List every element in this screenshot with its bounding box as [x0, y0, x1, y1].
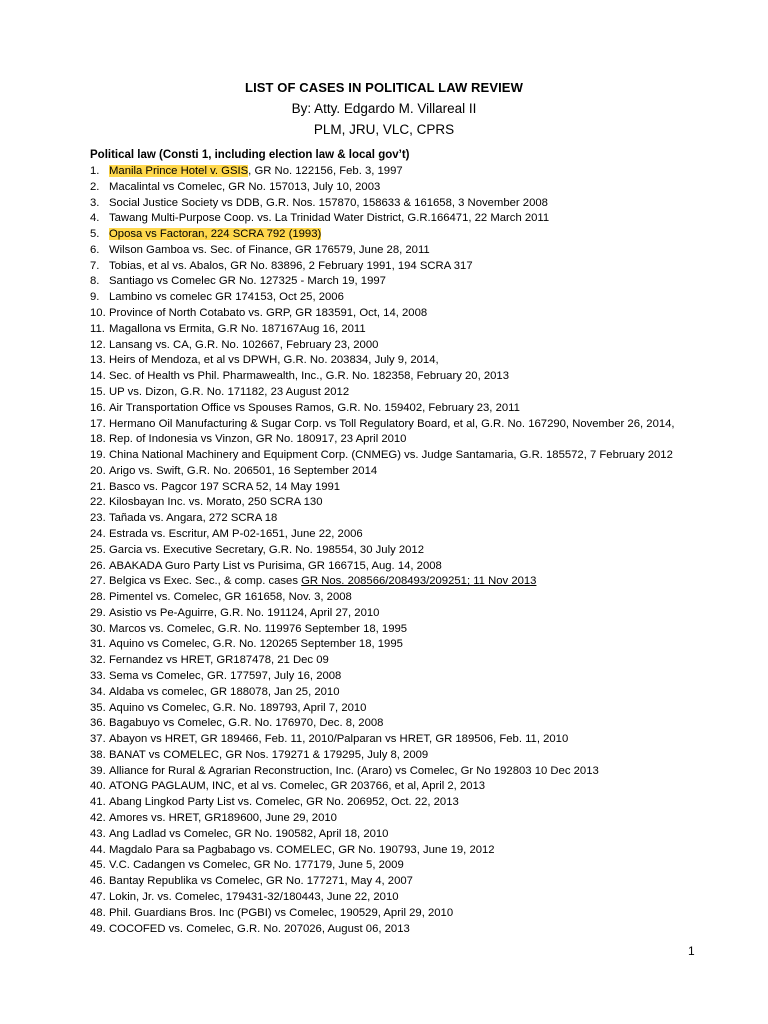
- case-number: 38.: [90, 748, 106, 761]
- case-item: [90, 448, 750, 464]
- case-text: COCOFED vs. Comelec, G.R. No. 207026, August 06, 2013: [109, 922, 410, 935]
- case-highlighted-text: Manila Prince Hotel v. GSIS: [109, 165, 249, 177]
- case-number: 7.: [90, 259, 100, 272]
- case-text: Alliance for Rural & Agrarian Reconstruction, Inc. (Araro) vs Comelec, Gr No 192803 10 Dec 2013: [109, 764, 599, 777]
- case-number: 28.: [90, 591, 106, 604]
- case-item: [90, 701, 750, 717]
- case-item: [90, 637, 750, 653]
- case-item: [90, 211, 750, 227]
- case-number: 32.: [90, 654, 106, 667]
- case-number: 9.: [90, 291, 100, 304]
- case-number: 35.: [90, 701, 106, 714]
- case-text: Lokin, Jr. vs. Comelec, 179431-32/180443, June 22, 2010: [109, 890, 399, 903]
- case-item: [90, 543, 750, 559]
- case-text: Aquino vs Comelec, G.R. No. 120265 September 18, 1995: [109, 638, 403, 651]
- case-item: [90, 306, 750, 322]
- case-text: Basco vs. Pagcor 197 SCRA 52, 14 May 1991: [109, 480, 341, 493]
- case-number: 29.: [90, 606, 106, 619]
- case-text: Kilosbayan Inc. vs. Morato, 250 SCRA 130: [109, 496, 323, 509]
- case-text: Arigo vs. Swift, G.R. No. 206501, 16 September 2014: [109, 464, 378, 477]
- case-number: 40.: [90, 780, 106, 793]
- case-text: Hermano Oil Manufacturing & Sugar Corp. vs Toll Regulatory Board, et al, G.R. No. 167290, November 26, 2014,: [109, 417, 675, 430]
- case-text: Amores vs. HRET, GR189600, June 29, 2010: [109, 812, 337, 825]
- case-number: 41.: [90, 796, 106, 809]
- case-number: 4.: [90, 212, 100, 225]
- case-number: 5.: [90, 228, 100, 241]
- case-number: 26.: [90, 559, 106, 572]
- case-item: [90, 874, 750, 890]
- case-item: [90, 906, 750, 922]
- section-heading: Political law (Consti 1, including election law & local gov’t): [90, 149, 410, 161]
- case-text: Aldaba vs comelec, GR 188078, Jan 25, 2010: [109, 685, 340, 698]
- case-number: 14.: [90, 370, 106, 383]
- case-item: [90, 685, 750, 701]
- case-text: ABAKADA Guro Party List vs Purisima, GR 166715, Aug. 14, 2008: [109, 559, 442, 572]
- case-highlighted-text: Oposa vs Factoran, 224 SCRA 792 (1993): [109, 228, 322, 241]
- case-number: 23.: [90, 512, 106, 525]
- case-number: 10.: [90, 307, 106, 320]
- case-item: [90, 385, 750, 401]
- case-number: 31.: [90, 638, 106, 651]
- case-text: Bagabuyo vs Comelec, G.R. No. 176970, Dec. 8, 2008: [109, 717, 384, 730]
- case-item: [90, 858, 750, 874]
- case-list: [90, 164, 750, 937]
- case-item: [90, 827, 750, 843]
- case-item: [90, 322, 750, 338]
- case-number: 15.: [90, 385, 106, 398]
- case-item: [90, 227, 750, 243]
- case-number: 43.: [90, 827, 106, 840]
- case-number: 2.: [90, 180, 100, 193]
- case-number: 20.: [90, 464, 106, 477]
- case-text: Asistio vs Pe-Aguirre, G.R. No. 191124, April 27, 2010: [109, 606, 380, 619]
- case-text: Estrada vs. Escritur, AM P-02-1651, June 22, 2006: [109, 527, 363, 540]
- case-item: [90, 274, 750, 290]
- case-number: 18.: [90, 433, 106, 446]
- case-text: Abang Lingkod Party List vs. Comelec, GR No. 206952, Oct. 22, 2013: [109, 796, 459, 809]
- case-text: Sema vs Comelec, GR. 177597, July 16, 2008: [109, 670, 342, 682]
- case-text: Province of North Cotabato vs. GRP, GR 183591, Oct, 14, 2008: [109, 307, 428, 320]
- case-item: [90, 890, 750, 906]
- case-item: [90, 432, 750, 448]
- case-item: [90, 495, 750, 511]
- case-item: [90, 180, 750, 196]
- case-text: Lansang vs. CA, G.R. No. 102667, February 23, 2000: [109, 338, 379, 351]
- case-number: 16.: [90, 401, 106, 414]
- case-item: [90, 590, 750, 606]
- case-text: ATONG PAGLAUM, INC, et al vs. Comelec, GR 203766, et al, April 2, 2013: [109, 780, 486, 793]
- case-number: 24.: [90, 527, 106, 540]
- case-item: [90, 417, 750, 433]
- case-text: Phil. Guardians Bros. Inc (PGBI) vs Comelec, 190529, April 29, 2010: [109, 906, 454, 919]
- case-number: 13.: [90, 354, 106, 367]
- case-item: [90, 922, 750, 938]
- case-text: Sec. of Health vs Phil. Pharmawealth, Inc., G.R. No. 182358, February 20, 2013: [109, 370, 509, 383]
- case-item: [90, 480, 750, 496]
- case-item: [90, 732, 750, 748]
- case-item: [90, 795, 750, 811]
- case-item: [90, 290, 750, 306]
- case-item: [90, 369, 750, 385]
- case-number: 17.: [90, 417, 106, 430]
- case-item: [90, 243, 750, 259]
- case-item: [90, 196, 750, 212]
- case-item: [90, 779, 750, 795]
- case-number: 19.: [90, 449, 106, 462]
- case-item: [90, 338, 750, 354]
- case-number: 12.: [90, 338, 106, 351]
- case-item: [90, 511, 750, 527]
- case-text: Magallona vs Ermita, G.R No. 187167Aug 16, 2011: [109, 322, 366, 335]
- case-number: 33.: [90, 670, 106, 682]
- case-item: [90, 574, 750, 590]
- case-text: Social Justice Society vs DDB, G.R. Nos. 157870, 158633 & 161658, 3 November 2008: [109, 196, 548, 209]
- case-number: 36.: [90, 717, 106, 730]
- case-text: Rep. of Indonesia vs Vinzon, GR No. 180917, 23 April 2010: [109, 433, 407, 446]
- case-text: , GR No. 122156, Feb. 3, 1997: [248, 165, 403, 177]
- case-text: Lambino vs comelec GR 174153, Oct 25, 2006: [109, 291, 344, 304]
- case-text: Tobias, et al vs. Abalos, GR No. 83896, 2 February 1991, 194 SCRA 317: [109, 259, 473, 272]
- case-underlined-text: GR Nos. 208566/208493/209251; 11 Nov 2013: [301, 575, 537, 588]
- case-number: 21.: [90, 480, 106, 493]
- document-title: LIST OF CASES IN POLITICAL LAW REVIEW: [245, 80, 523, 95]
- document-header: [0, 77, 768, 140]
- case-number: 11.: [90, 322, 105, 335]
- case-item: [90, 716, 750, 732]
- case-number: 27.: [90, 575, 106, 588]
- case-text: Tawang Multi-Purpose Coop. vs. La Trinidad Water District, G.R.166471, 22 March 2011: [109, 212, 550, 225]
- case-item: [90, 353, 750, 369]
- case-number: 25.: [90, 543, 106, 556]
- case-item: [90, 559, 750, 575]
- case-item: [90, 464, 750, 480]
- case-number: 3.: [90, 196, 100, 209]
- case-number: 1.: [90, 165, 100, 177]
- case-item: [90, 669, 750, 685]
- case-item: [90, 653, 750, 669]
- case-text: Macalintal vs Comelec, GR No. 157013, July 10, 2003: [109, 180, 381, 193]
- case-text: Aquino vs Comelec, G.R. No. 189793, April 7, 2010: [109, 701, 367, 714]
- case-item: [90, 764, 750, 780]
- case-text: UP vs. Dizon, G.R. No. 171182, 23 August 2012: [109, 385, 350, 398]
- page-number: 1: [688, 944, 695, 958]
- case-text: Santiago vs Comelec GR No. 127325 - March 19, 1997: [109, 275, 386, 288]
- case-item: [90, 748, 750, 764]
- case-text: Tañada vs. Angara, 272 SCRA 18: [109, 512, 278, 525]
- case-text: Marcos vs. Comelec, G.R. No. 119976 September 18, 1995: [109, 622, 408, 635]
- case-number: 44.: [90, 843, 106, 856]
- document-author: By: Atty. Edgardo M. Villareal II: [291, 101, 477, 116]
- case-item: [90, 164, 750, 180]
- case-text: Wilson Gamboa vs. Sec. of Finance, GR 176579, June 28, 2011: [109, 243, 430, 256]
- case-number: 47.: [90, 890, 106, 903]
- case-text: China National Machinery and Equipment Corp. (CNMEG) vs. Judge Santamaria, G.R. 185572, 7 February 2012: [109, 449, 673, 462]
- case-number: 6.: [90, 243, 100, 256]
- case-item: [90, 259, 750, 275]
- case-number: 22.: [90, 496, 106, 509]
- case-text: Abayon vs HRET, GR 189466, Feb. 11, 2010/Palparan vs HRET, GR 189506, Feb. 11, 2010: [109, 733, 569, 746]
- case-text: Ang Ladlad vs Comelec, GR No. 190582, April 18, 2010: [109, 827, 389, 840]
- case-number: 39.: [90, 764, 106, 777]
- case-number: 37.: [90, 733, 106, 746]
- document-schools: PLM, JRU, VLC, CPRS: [313, 122, 455, 137]
- case-text: BANAT vs COMELEC, GR Nos. 179271 & 179295, July 8, 2009: [109, 748, 429, 761]
- case-number: 45.: [90, 859, 106, 872]
- case-text: V.C. Cadangen vs Comelec, GR No. 177179, June 5, 2009: [109, 859, 404, 872]
- case-text: Belgica vs Exec. Sec., & comp. cases: [109, 575, 302, 588]
- case-text: Heirs of Mendoza, et al vs DPWH, G.R. No. 203834, July 9, 2014,: [109, 354, 439, 367]
- case-number: 48.: [90, 906, 106, 919]
- case-item: [90, 527, 750, 543]
- case-text: Fernandez vs HRET, GR187478, 21 Dec 09: [109, 654, 329, 667]
- case-item: [90, 811, 750, 827]
- case-number: 8.: [90, 275, 100, 288]
- case-item: [90, 843, 750, 859]
- case-item: [90, 401, 750, 417]
- case-text: Air Transportation Office vs Spouses Ramos, G.R. No. 159402, February 23, 2011: [109, 401, 520, 414]
- case-number: 49.: [90, 922, 106, 935]
- case-item: [90, 606, 750, 622]
- case-text: Pimentel vs. Comelec, GR 161658, Nov. 3, 2008: [109, 591, 352, 604]
- case-text: Garcia vs. Executive Secretary, G.R. No. 198554, 30 July 2012: [109, 543, 424, 556]
- case-number: 34.: [90, 685, 106, 698]
- case-text: Magdalo Para sa Pagbabago vs. COMELEC, GR No. 190793, June 19, 2012: [109, 843, 495, 856]
- case-number: 46.: [90, 875, 106, 888]
- case-text: Bantay Republika vs Comelec, GR No. 177271, May 4, 2007: [109, 875, 413, 888]
- case-number: 30.: [90, 622, 106, 635]
- case-item: [90, 622, 750, 638]
- case-number: 42.: [90, 812, 106, 825]
